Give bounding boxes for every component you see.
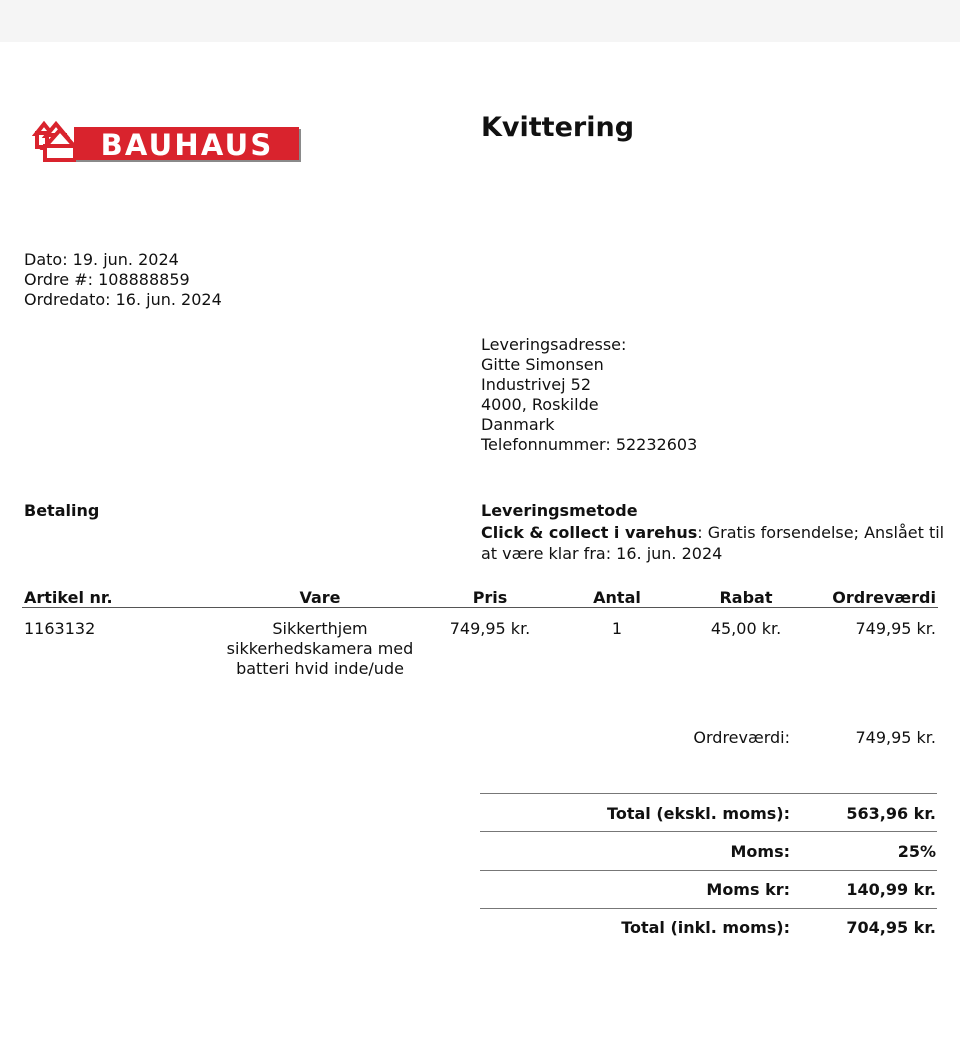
table-header-rule <box>22 607 938 608</box>
col-header-price: Pris <box>472 588 508 607</box>
delivery-method-details: : Gratis forsendelse; Anslået til at være klar fra: 16. jun. 2024 <box>481 523 945 563</box>
summary-rule-1 <box>480 793 937 794</box>
row-discount: 45,00 kr. <box>710 619 782 638</box>
bauhaus-logo <box>32 112 304 166</box>
phone: Telefonnummer: 52232603 <box>481 435 698 454</box>
page-title: Kvittering <box>481 112 635 143</box>
col-header-article: Artikel nr. <box>24 588 113 607</box>
delivery-address <box>481 335 697 455</box>
order-meta <box>24 250 222 310</box>
order-value: 749,95 kr. <box>855 728 936 747</box>
top-bar <box>0 0 960 42</box>
total-inc-vat: 704,95 kr. <box>846 918 936 937</box>
city: 4000, Roskilde <box>481 395 599 414</box>
order-date: Ordredato: 16. jun. 2024 <box>24 290 222 309</box>
col-header-discount: Rabat <box>719 588 773 607</box>
receipt-date: Dato: 19. jun. 2024 <box>24 250 179 269</box>
payment-heading: Betaling <box>24 501 100 520</box>
total-ex-vat-label: Total (ekskl. moms): <box>607 804 790 823</box>
order-value-label: Ordreværdi: <box>693 728 790 747</box>
col-header-order-value: Ordreværdi <box>832 588 936 607</box>
summary-rule-3 <box>480 870 937 871</box>
delivery-method-heading: Leveringsmetode <box>481 501 638 520</box>
row-item-name: Sikkerthjem sikkerhedskamera med batteri hvid inde/ude <box>226 619 414 678</box>
svg-text:BAUHAUS: BAUHAUS <box>100 128 274 162</box>
total-inc-vat-label: Total (inkl. moms): <box>621 918 790 937</box>
row-quantity: 1 <box>611 619 623 638</box>
vat-label: Moms: <box>730 842 790 861</box>
delivery-method-text <box>481 522 951 564</box>
vat-amount-label: Moms kr: <box>706 880 790 899</box>
country: Danmark <box>481 415 555 434</box>
col-header-qty: Antal <box>593 588 641 607</box>
vat-rate: 25% <box>897 842 936 861</box>
delivery-address-label: Leveringsadresse: <box>481 335 627 354</box>
col-header-item: Vare <box>299 588 341 607</box>
order-number: Ordre #: 108888859 <box>24 270 190 289</box>
summary-rule-2 <box>480 831 937 832</box>
row-order-value: 749,95 kr. <box>855 619 936 638</box>
row-price: 749,95 kr. <box>449 619 531 638</box>
street: Industrivej 52 <box>481 375 591 394</box>
summary-rule-4 <box>480 908 937 909</box>
vat-amount: 140,99 kr. <box>846 880 936 899</box>
total-ex-vat: 563,96 kr. <box>846 804 936 823</box>
row-article-no: 1163132 <box>24 619 96 638</box>
delivery-method-name: Click & collect i varehus <box>481 523 698 542</box>
recipient-name: Gitte Simonsen <box>481 355 604 374</box>
